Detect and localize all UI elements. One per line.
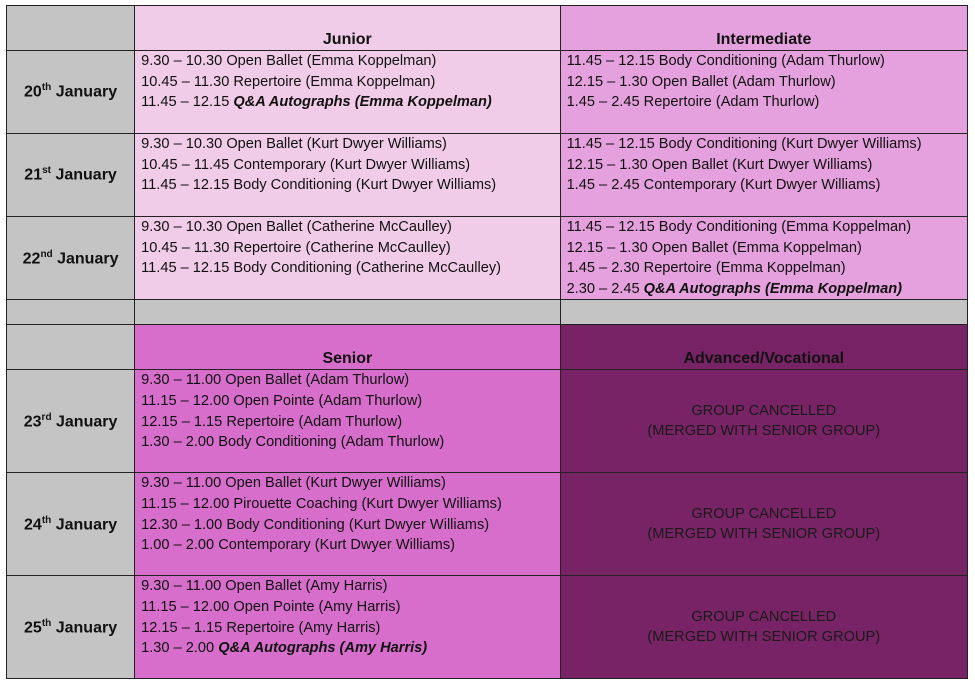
separator-row <box>7 300 968 325</box>
session: 12.15 – 1.30 Open Ballet (Emma Koppelman) <box>566 239 862 256</box>
session: 2.30 – 2.45 Q&A Autographs (Emma Koppelman) <box>566 280 903 297</box>
senior-sessions <box>135 473 560 576</box>
session: 11.45 – 12.15 Body Conditioning (Emma Koppelman) <box>566 219 912 235</box>
session: 11.45 – 12.15 Body Conditioning (Adam Thurlow) <box>566 53 885 69</box>
separator-cell <box>560 300 967 325</box>
session: 11.45 – 12.15 Q&A Autographs (Emma Koppelman) <box>141 94 492 111</box>
junior-sessions <box>135 51 560 134</box>
day-label: 24th January <box>7 473 135 576</box>
junior-header: Junior <box>135 6 560 51</box>
session: 10.45 – 11.45 Contemporary (Kurt Dwyer Williams) <box>141 156 471 173</box>
session: 11.45 – 12.15 Body Conditioning (Kurt Dwyer Williams) <box>566 136 922 152</box>
intermediate-sessions <box>560 217 967 300</box>
cancelled-line: GROUP CANCELLED <box>691 402 837 419</box>
session: 9.30 – 10.30 Open Ballet (Emma Koppelman) <box>141 53 437 69</box>
session: 11.15 – 12.00 Open Pointe (Adam Thurlow) <box>141 392 423 409</box>
cancelled-line: (MERGED WITH SENIOR GROUP) <box>647 629 881 646</box>
session: 1.45 – 2.30 Repertoire (Emma Koppelman) <box>566 260 846 277</box>
session: 9.30 – 10.30 Open Ballet (Catherine McCaulley) <box>141 219 452 235</box>
senior-sessions <box>135 576 560 679</box>
header-row-week1 <box>7 6 968 51</box>
cancelled-notice <box>560 473 967 576</box>
session: 12.30 – 1.00 Body Conditioning (Kurt Dwyer Williams) <box>141 516 490 533</box>
junior-sessions <box>135 134 560 217</box>
day-label: 20th January <box>7 51 135 134</box>
session: 12.15 – 1.15 Repertoire (Adam Thurlow) <box>141 413 403 430</box>
separator-cell <box>7 300 135 325</box>
corner-cell <box>7 6 135 51</box>
corner-cell <box>7 325 135 370</box>
day-row <box>7 134 968 217</box>
session: 11.15 – 12.00 Open Pointe (Amy Harris) <box>141 598 401 615</box>
advanced-header: Advanced/Vocational <box>560 325 967 370</box>
intermediate-header: Intermediate <box>560 6 967 51</box>
cancelled-line: GROUP CANCELLED <box>691 505 837 522</box>
day-row <box>7 576 968 679</box>
day-row <box>7 473 968 576</box>
schedule-table <box>6 5 968 679</box>
cancelled-line: (MERGED WITH SENIOR GROUP) <box>647 526 881 543</box>
day-label: 22nd January <box>7 217 135 300</box>
day-label: 25th January <box>7 576 135 679</box>
session: 12.15 – 1.30 Open Ballet (Adam Thurlow) <box>566 73 836 90</box>
junior-sessions <box>135 217 560 300</box>
day-label: 21st January <box>7 134 135 217</box>
senior-header: Senior <box>135 325 560 370</box>
intermediate-sessions <box>560 134 967 217</box>
session: 9.30 – 11.00 Open Ballet (Kurt Dwyer Williams) <box>141 475 446 492</box>
session: 1.45 – 2.45 Repertoire (Adam Thurlow) <box>566 94 820 111</box>
session: 1.00 – 2.00 Contemporary (Kurt Dwyer Williams) <box>141 537 455 554</box>
day-row <box>7 51 968 134</box>
session: 12.15 – 1.30 Open Ballet (Kurt Dwyer Williams) <box>566 156 873 173</box>
session: 1.30 – 2.00 Q&A Autographs (Amy Harris) <box>141 640 428 657</box>
day-row <box>7 217 968 300</box>
session: 1.45 – 2.45 Contemporary (Kurt Dwyer Williams) <box>566 177 881 194</box>
session: 9.30 – 11.00 Open Ballet (Amy Harris) <box>141 578 388 595</box>
session: 10.45 – 11.30 Repertoire (Catherine McCaulley) <box>141 239 451 256</box>
session: 1.30 – 2.00 Body Conditioning (Adam Thurlow) <box>141 434 445 451</box>
cancelled-line: GROUP CANCELLED <box>691 608 837 625</box>
session: 11.15 – 12.00 Pirouette Coaching (Kurt Dwyer Williams) <box>141 495 502 512</box>
session: 9.30 – 10.30 Open Ballet (Kurt Dwyer Williams) <box>141 136 447 152</box>
header-row-week2 <box>7 325 968 370</box>
session: 9.30 – 11.00 Open Ballet (Adam Thurlow) <box>141 372 410 389</box>
session: 11.45 – 12.15 Body Conditioning (Kurt Dwyer Williams) <box>141 177 497 194</box>
separator-cell <box>135 300 560 325</box>
session: 10.45 – 11.30 Repertoire (Emma Koppelman) <box>141 73 436 90</box>
day-row <box>7 370 968 473</box>
cancelled-notice <box>560 370 967 473</box>
intermediate-sessions <box>560 51 967 134</box>
cancelled-notice <box>560 576 967 679</box>
session: 12.15 – 1.15 Repertoire (Amy Harris) <box>141 619 381 636</box>
cancelled-line: (MERGED WITH SENIOR GROUP) <box>647 423 881 440</box>
day-label: 23rd January <box>7 370 135 473</box>
session: 11.45 – 12.15 Body Conditioning (Catherine McCaulley) <box>141 260 502 277</box>
senior-sessions <box>135 370 560 473</box>
